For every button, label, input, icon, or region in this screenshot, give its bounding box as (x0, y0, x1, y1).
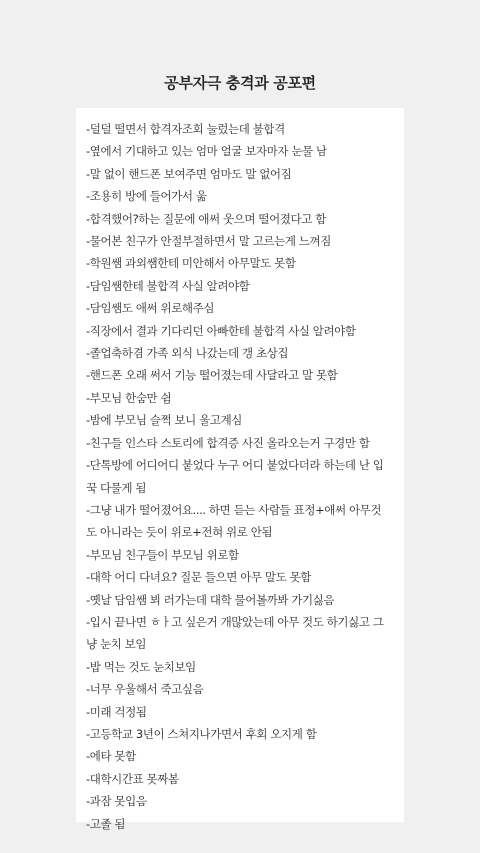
list-item: -핸드폰 오래 써서 기능 떨어졌는데 사달라고 말 못함 (86, 368, 338, 383)
list-item: -밥 먹는 것도 눈치보임 (86, 659, 196, 674)
list-item: -말 없이 핸드폰 보여주면 엄마도 말 없어짐 (86, 166, 292, 181)
list-item: -고졸 됨 (86, 816, 126, 831)
page-title: 공부자극 충격과 공포편 (164, 74, 316, 92)
list-item: -조용히 방에 들어가서 욺 (86, 189, 207, 204)
list-item: -고등학교 3년이 스쳐지나가면서 후회 오지게 함 (86, 726, 317, 741)
list-item: -담임쌤도 애써 위로해주심 (86, 301, 215, 316)
list-item: -미래 걱정됨 (86, 704, 147, 719)
list-item: -대학시간표 못짜봄 (86, 771, 179, 786)
list-item: 도 아니라는 듯이 위로+전혀 위로 안됨 (86, 525, 273, 540)
list-item: -부모님 한숨만 쉼 (86, 390, 172, 405)
list-item: -대학 어디 다녀요? 질문 들으면 아무 말도 못함 (86, 570, 312, 585)
list-item: -너무 우울해서 죽고싶음 (86, 682, 204, 697)
list-item: -졸업축하겸 가족 외식 나갔는데 갱 초상집 (86, 346, 289, 361)
list-item: -부모님 친구들이 부모님 위로함 (86, 547, 239, 562)
list-item: -그냥 내가 떨어졌어요.... 하면 듣는 사람들 표정+애써 아무것 (86, 502, 382, 517)
list-item: -직장에서 결과 기다리던 아빠한테 불합격 사실 알려야함 (86, 323, 356, 338)
list-item: 냥 눈치 보임 (86, 637, 147, 652)
list-item: -덜덜 떨면서 합격자조회 눌렀는데 불합격 (86, 122, 285, 136)
list-item: -담임쌤한테 불합격 사실 알려야함 (86, 278, 250, 293)
line-list (86, 118, 398, 835)
list-item: -학원쌤 과외쌤한테 미안해서 아무말도 못함 (86, 256, 296, 271)
list-item: -단톡방에 어디어디 붙었다 누구 어디 붙었다더라 하는데 난 입 (86, 458, 384, 473)
list-item: -옛날 담임쌤 뵈 러가는데 대학 물어볼까봐 가기싫음 (86, 592, 335, 607)
list-item: -옆에서 기대하고 있는 엄마 얼굴 보자마자 눈물 남 (86, 144, 327, 159)
list-item: 꾹 다물게 됨 (86, 480, 147, 495)
list-item: -물어본 친구가 안절부절하면서 말 고르는게 느껴짐 (86, 234, 331, 249)
list-item: -합격했어?하는 질문에 애써 웃으며 떨어졌다고 함 (86, 211, 326, 226)
text-card (76, 108, 404, 831)
list-item: -과잠 못입음 (86, 794, 147, 809)
list-item: -친구들 인스타 스토리에 합격증 사진 올라오는거 구경만 함 (86, 435, 370, 450)
list-item: -밤에 부모님 슬쩍 보니 울고계심 (86, 413, 242, 428)
list-item: -에타 못함 (86, 749, 136, 764)
list-item: -입시 끝나면 ㅎㅏ고 싶은거 개많았는데 아무 것도 하기싫고 그 (86, 614, 384, 629)
